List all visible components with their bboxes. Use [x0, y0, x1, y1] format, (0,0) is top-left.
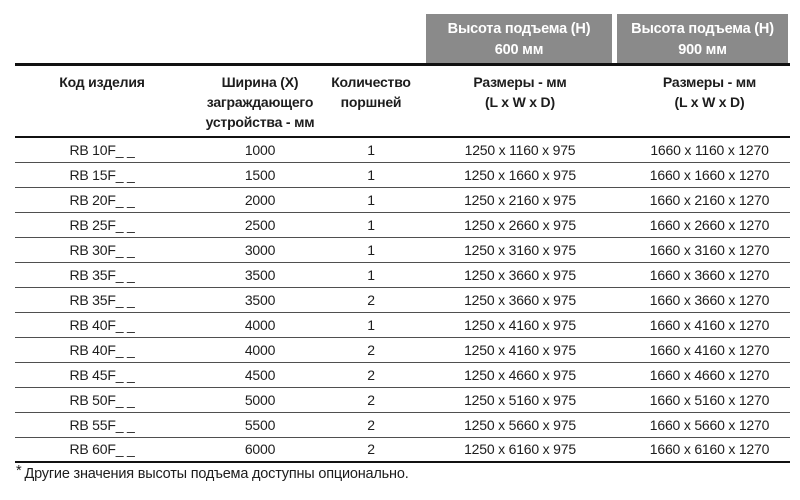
cell-dimensions-900: 1660 x 3160 x 1270: [629, 237, 790, 262]
cell-barrier-width: 1500: [189, 162, 331, 187]
cell-piston-count: 1: [331, 312, 411, 337]
cell-dimensions-900: 1660 x 4160 x 1270: [629, 337, 790, 362]
cell-barrier-width: 3500: [189, 287, 331, 312]
cell-dimensions-900: 1660 x 5660 x 1270: [629, 412, 790, 437]
cell-dimensions-600: 1250 x 2660 x 975: [411, 212, 629, 237]
footnote-text: Другие значения высоты подъема доступны опционально.: [24, 466, 409, 482]
cell-dimensions-600: 1250 x 6160 x 975: [411, 437, 629, 462]
cell-dimensions-600: 1250 x 3660 x 975: [411, 262, 629, 287]
cell-barrier-width: 5000: [189, 387, 331, 412]
cell-piston-count: 1: [331, 137, 411, 162]
cell-dimensions-900: 1660 x 3660 x 1270: [629, 262, 790, 287]
table-header: [15, 65, 790, 138]
cell-dimensions-600: 1250 x 3660 x 975: [411, 287, 629, 312]
cell-product-code: RB 60F_ _: [15, 437, 189, 462]
table-row: [15, 387, 790, 412]
cell-dimensions-900: 1660 x 6160 x 1270: [629, 437, 790, 462]
cell-dimensions-900: 1660 x 4660 x 1270: [629, 362, 790, 387]
cell-piston-count: 1: [331, 162, 411, 187]
lift-height-900-header: [617, 14, 788, 63]
cell-product-code: RB 50F_ _: [15, 387, 189, 412]
cell-piston-count: 2: [331, 412, 411, 437]
lift-height-600-header: [426, 14, 612, 63]
cell-piston-count: 1: [331, 237, 411, 262]
cell-barrier-width: 4000: [189, 337, 331, 362]
cell-piston-count: 2: [331, 387, 411, 412]
cell-product-code: RB 25F_ _: [15, 212, 189, 237]
cell-dimensions-600: 1250 x 4160 x 975: [411, 337, 629, 362]
table-row: [15, 262, 790, 287]
lift-height-900-value: 900 мм: [678, 42, 727, 58]
table-row: [15, 162, 790, 187]
table-header-row: [15, 65, 790, 138]
cell-dimensions-600: 1250 x 5160 x 975: [411, 387, 629, 412]
table-row: [15, 187, 790, 212]
cell-dimensions-600: 1250 x 4160 x 975: [411, 312, 629, 337]
cell-piston-count: 2: [331, 437, 411, 462]
cell-dimensions-600: 1250 x 3160 x 975: [411, 237, 629, 262]
lift-height-900-title: Высота подъема (H): [631, 21, 774, 37]
cell-barrier-width: 3000: [189, 237, 331, 262]
cell-product-code: RB 35F_ _: [15, 287, 189, 312]
table-body: [15, 137, 790, 462]
cell-barrier-width: 6000: [189, 437, 331, 462]
product-spec-table: [15, 63, 790, 463]
table-row: [15, 212, 790, 237]
cell-barrier-width: 3500: [189, 262, 331, 287]
table-row: [15, 287, 790, 312]
cell-product-code: RB 55F_ _: [15, 412, 189, 437]
cell-product-code: RB 15F_ _: [15, 162, 189, 187]
cell-dimensions-600: 1250 x 1160 x 975: [411, 137, 629, 162]
column-header-product-code: Код изделия: [15, 65, 189, 138]
cell-dimensions-600: 1250 x 2160 x 975: [411, 187, 629, 212]
cell-dimensions-900: 1660 x 4160 x 1270: [629, 312, 790, 337]
cell-product-code: RB 45F_ _: [15, 362, 189, 387]
cell-dimensions-900: 1660 x 1660 x 1270: [629, 162, 790, 187]
lift-height-600-title: Высота подъема (H): [447, 21, 591, 37]
cell-dimensions-600: 1250 x 1660 x 975: [411, 162, 629, 187]
table-row: [15, 237, 790, 262]
cell-product-code: RB 20F_ _: [15, 187, 189, 212]
cell-barrier-width: 2000: [189, 187, 331, 212]
cell-barrier-width: 2500: [189, 212, 331, 237]
column-header-barrier-width: Ширина (X) заграждающего устройства - мм: [189, 65, 331, 138]
cell-dimensions-600: 1250 x 4660 x 975: [411, 362, 629, 387]
cell-dimensions-900: 1660 x 2660 x 1270: [629, 212, 790, 237]
cell-barrier-width: 4000: [189, 312, 331, 337]
cell-product-code: RB 40F_ _: [15, 312, 189, 337]
cell-dimensions-900: 1660 x 2160 x 1270: [629, 187, 790, 212]
table-row: [15, 437, 790, 462]
cell-dimensions-900: 1660 x 5160 x 1270: [629, 387, 790, 412]
table-row: [15, 337, 790, 362]
column-header-piston-count: Количество поршней: [331, 65, 411, 138]
cell-piston-count: 1: [331, 187, 411, 212]
cell-piston-count: 1: [331, 262, 411, 287]
column-header-dimensions-900: Размеры - мм (L x W x D): [629, 65, 790, 138]
table-row: [15, 412, 790, 437]
table-row: [15, 312, 790, 337]
table-row: [15, 362, 790, 387]
cell-piston-count: 2: [331, 337, 411, 362]
cell-piston-count: 2: [331, 362, 411, 387]
cell-dimensions-900: 1660 x 1160 x 1270: [629, 137, 790, 162]
footnote: [16, 463, 409, 482]
cell-product-code: RB 30F_ _: [15, 237, 189, 262]
lift-height-600-value: 600 мм: [494, 42, 544, 58]
footnote-asterisk: *: [16, 463, 22, 479]
column-header-dimensions-600: Размеры - мм (L x W x D): [411, 65, 629, 138]
cell-piston-count: 1: [331, 212, 411, 237]
cell-product-code: RB 35F_ _: [15, 262, 189, 287]
table-row: [15, 137, 790, 162]
cell-dimensions-900: 1660 x 3660 x 1270: [629, 287, 790, 312]
cell-piston-count: 2: [331, 287, 411, 312]
cell-product-code: RB 40F_ _: [15, 337, 189, 362]
cell-product-code: RB 10F_ _: [15, 137, 189, 162]
cell-barrier-width: 5500: [189, 412, 331, 437]
cell-barrier-width: 1000: [189, 137, 331, 162]
cell-barrier-width: 4500: [189, 362, 331, 387]
cell-dimensions-600: 1250 x 5660 x 975: [411, 412, 629, 437]
